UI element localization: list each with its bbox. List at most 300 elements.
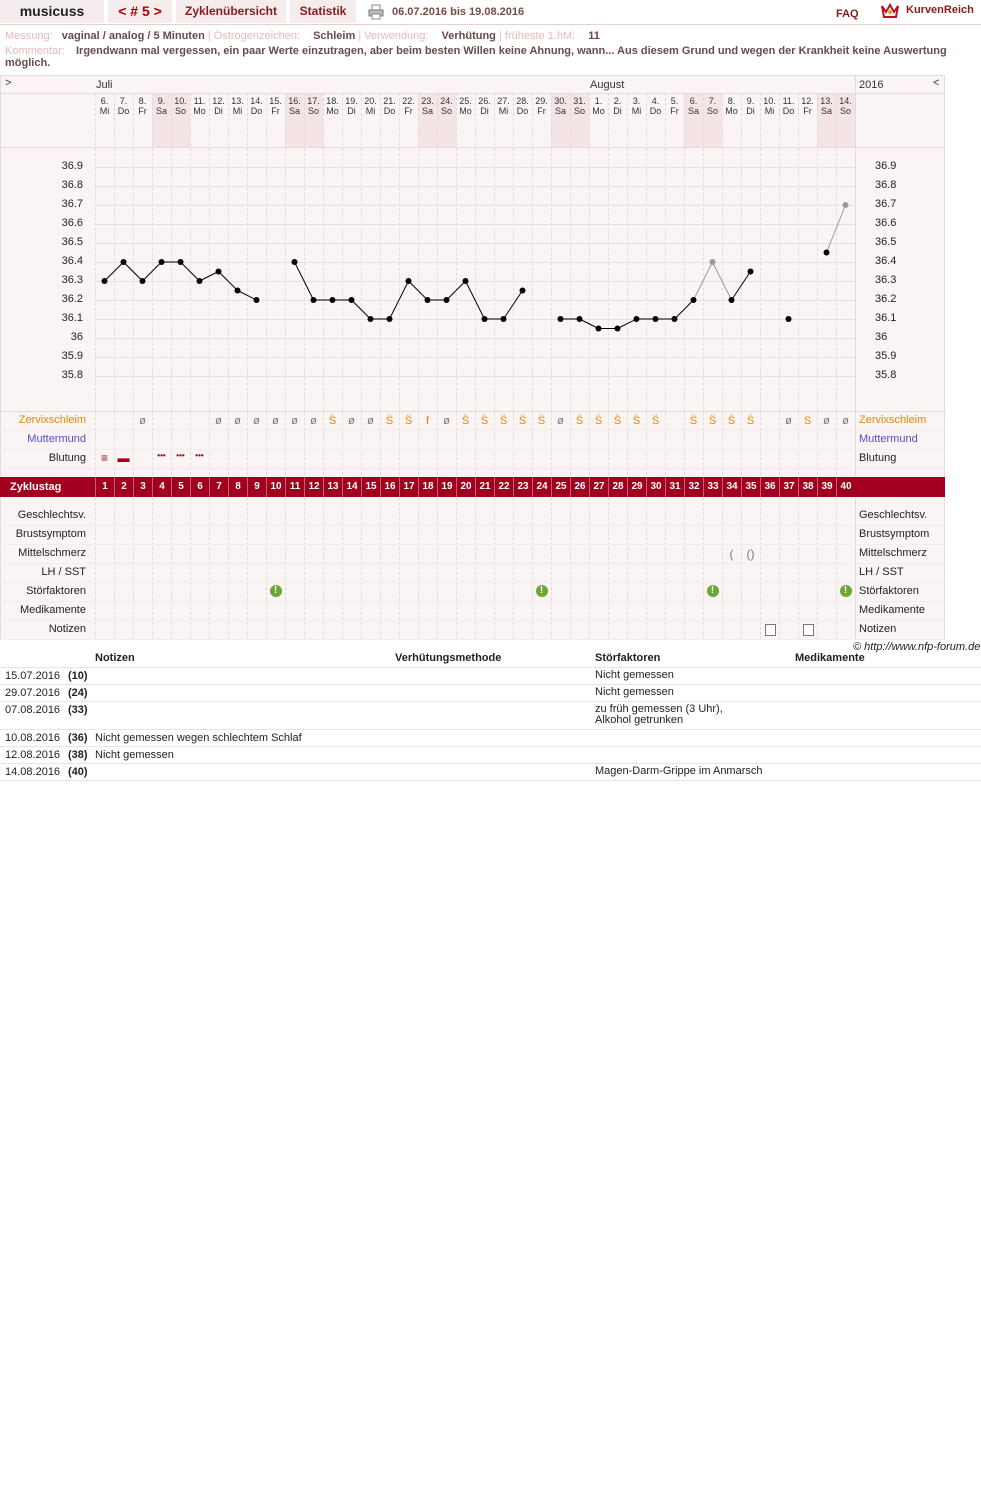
bleeding-symbol[interactable]: ••• [195,451,204,460]
temperature-point[interactable] [216,269,222,275]
row-divider [0,601,945,602]
temperature-point[interactable] [406,278,412,284]
day-weekday: Mi [365,106,376,116]
cycle-day-number: 31 [665,477,684,497]
y-tick-left: 36.4 [61,255,83,267]
day-weekday: Mi [764,106,775,116]
day-date: 15. [269,96,282,106]
row-label-stoer: Störfaktoren [26,585,86,597]
day-date: 2. [613,96,622,106]
cycle-day-number: 26 [570,477,589,497]
day-weekday: Fr [138,106,147,116]
cycle-day-number: 5 [171,477,190,497]
cervical-mucus-symbol[interactable]: ø [823,415,830,427]
row-divider [0,430,945,431]
faq-link[interactable]: FAQ [836,8,859,20]
notes-cycle-day: (36) [68,732,88,744]
row-label-right-zervix: Zervixschleim [859,414,927,426]
earliest-hm-value: 11 [588,30,600,42]
day-weekday: Mi [232,106,243,116]
day-weekday: So [440,106,452,116]
cycle-day-number: 6 [190,477,209,497]
day-weekday: Mi [631,106,642,116]
day-weekday: Sa [288,106,300,116]
day-weekday: Di [746,106,755,116]
temperature-point[interactable] [425,297,431,303]
bleeding-symbol[interactable]: ≡ [100,451,108,465]
row-divider [0,449,945,450]
temperature-point[interactable] [349,297,355,303]
cervical-mucus-symbol[interactable]: S̈ [575,415,584,427]
notes-date: 14.08.2016 [5,766,61,778]
day-date: 28. [516,96,529,106]
notes-header-disturbances: Störfaktoren [595,652,661,664]
row-divider [0,525,945,526]
day-date: 16. [288,96,301,106]
measurement-label: Messung: [5,30,53,42]
cervical-mucus-symbol[interactable]: S̈ [708,415,717,427]
bleeding-symbol[interactable]: ▬ [117,451,130,465]
temperature-point[interactable] [653,316,659,322]
day-weekday: So [307,106,319,116]
curve-segment [466,281,485,319]
temperature-point[interactable] [501,316,507,322]
printer-icon[interactable] [368,4,384,20]
cycle-day-number: 12 [304,477,323,497]
day-weekday: Do [516,106,529,116]
temperature-point[interactable] [558,316,564,322]
y-tick-left: 36.3 [61,274,83,286]
day-date: 7. [708,96,717,106]
cervical-mucus-symbol[interactable]: S̈ [689,415,698,427]
temperature-point[interactable] [710,259,716,265]
day-date: 10. [763,96,776,106]
day-date: 12. [212,96,225,106]
row-label-gv: Geschlechtsv. [17,509,86,521]
temperature-point[interactable] [672,316,678,322]
day-date: 8. [138,96,147,106]
disturbance-warning-icon[interactable]: ! [536,585,548,597]
cycle-day-number: 14 [342,477,361,497]
y-tick-right: 36.3 [875,274,897,286]
day-weekday: So [174,106,186,116]
day-date: 26. [478,96,491,106]
cycle-day-number: 19 [437,477,456,497]
day-date: 9. [746,96,755,106]
y-tick-left: 35.9 [61,350,83,362]
temperature-point[interactable] [634,316,640,322]
cycle-day-number: 32 [684,477,703,497]
cervical-mucus-symbol[interactable]: ø [348,415,355,427]
day-date: 3. [632,96,641,106]
y-tick-right: 36.9 [875,160,897,172]
y-tick-right: 36.5 [875,236,897,248]
grid-line [0,411,945,412]
row-label-blutung: Blutung [48,452,86,464]
notes-row [0,729,981,747]
curve-segment [181,262,200,281]
cervical-mucus-symbol[interactable]: S̈ [613,415,622,427]
curve-segment [219,272,238,291]
disturbance-warning-icon[interactable]: ! [707,585,719,597]
temperature-point[interactable] [330,297,336,303]
cycle-day-number: 30 [646,477,665,497]
y-tick-left: 36.7 [61,198,83,210]
row-label-lh: LH / SST [41,566,86,578]
notes-date: 29.07.2016 [5,687,61,699]
note-icon[interactable] [803,624,814,636]
temperature-point[interactable] [387,316,393,322]
curve-segment [675,300,694,319]
cycle-day-number: 34 [722,477,741,497]
estrogen-value: Schleim [313,30,356,42]
cervical-mucus-symbol[interactable]: S̈ [727,415,736,427]
temperature-point[interactable] [140,278,146,284]
notes-row [0,701,981,730]
notes-disturbance: Nicht gemessen [595,686,674,698]
day-date: 30. [554,96,567,106]
day-date: 11. [193,96,206,106]
curve-segment [694,262,713,300]
day-date: 13. [820,96,833,106]
day-date: 6. [689,96,698,106]
cycle-day-number: 22 [494,477,513,497]
note-icon[interactable] [765,624,776,636]
day-date: 1. [594,96,603,106]
temperature-point[interactable] [197,278,203,284]
cycle-day-number: 33 [703,477,722,497]
temperature-point[interactable] [843,202,849,208]
y-tick-left: 35.8 [61,369,83,381]
day-weekday: Sa [820,106,832,116]
usage-label: Verwendung: [364,30,429,42]
cycle-day-number: 36 [760,477,779,497]
day-weekday: Sa [554,106,566,116]
day-date: 4. [651,96,660,106]
temperature-point[interactable] [444,297,450,303]
cervical-mucus-symbol[interactable]: ø [367,415,374,427]
row-label-right-lh: LH / SST [859,566,904,578]
temperature-point[interactable] [121,259,127,265]
notes-disturbance: Nicht gemessen [595,669,674,681]
cycle-day-number: 3 [133,477,152,497]
nav-prev-arrow[interactable]: > [5,77,12,89]
day-date: 5. [670,96,679,106]
day-weekday: Fr [404,106,413,116]
temperature-point[interactable] [729,297,735,303]
day-date: 18. [326,96,339,106]
curve-segment [713,262,732,300]
day-weekday: Do [250,106,263,116]
y-tick-right: 35.8 [875,369,897,381]
row-label-brust: Brustsymptom [15,528,86,540]
row-divider [0,468,945,469]
day-weekday: Fr [670,106,679,116]
bleeding-symbol[interactable]: ••• [157,451,166,460]
y-tick-right: 36.1 [875,312,897,324]
cervical-mucus-symbol[interactable]: S̈ [404,415,413,427]
cervical-mucus-symbol[interactable]: ø [291,415,298,427]
notes-cycle-day: (24) [68,687,88,699]
cycle-day-number: 40 [836,477,855,497]
row-divider [0,620,945,621]
month-label-july: Juli [96,79,113,91]
day-date: 13. [231,96,244,106]
temperature-point[interactable] [748,269,754,275]
y-tick-left: 36.5 [61,236,83,248]
curve-segment [238,291,257,301]
temperature-point[interactable] [292,259,298,265]
cycle-day-number: 24 [532,477,551,497]
day-date: 27. [497,96,510,106]
cervical-mucus-symbol[interactable]: ø [253,415,260,427]
row-label-right-brust: Brustsymptom [859,528,930,540]
curve-segment [295,262,314,300]
day-weekday: Mo [459,106,472,116]
cervical-mucus-symbol[interactable]: S̈ [461,415,470,427]
temperature-point[interactable] [159,259,165,265]
cycle-day-number: 7 [209,477,228,497]
crown-logo-icon[interactable] [880,2,900,20]
row-divider [0,582,945,583]
notes-disturbance: zu früh gemessen (3 Uhr), Alkohol getrunken [595,703,723,726]
curve-segment [827,205,846,253]
notes-row [0,763,981,781]
comment-value: Irgendwann mal vergessen, ein paar Werte einzutragen, aber beim besten Willen keine Ahnung, wann... Aus diesem Grund und wegen der Krankheit keine Auswertung möglich. [5,45,947,69]
day-date: 21. [383,96,396,106]
day-weekday: Do [649,106,662,116]
cervical-mucus-symbol[interactable]: S̈ [518,415,527,427]
cycle-day-number: 10 [266,477,285,497]
temperature-point[interactable] [102,278,108,284]
day-weekday: Sa [421,106,433,116]
day-weekday: Fr [537,106,546,116]
cycle-day-number: 8 [228,477,247,497]
mittelschmerz-symbol[interactable]: ( [729,547,734,561]
day-weekday: Do [383,106,396,116]
temperature-point[interactable] [235,288,241,294]
bleeding-symbol[interactable]: ••• [176,451,185,460]
y-tick-right: 35.9 [875,350,897,362]
cervical-mucus-symbol[interactable]: S̈ [385,415,394,427]
disturbance-warning-icon[interactable]: ! [270,585,282,597]
notes-date: 10.08.2016 [5,732,61,744]
cervical-mucus-symbol[interactable]: S̈ [328,415,337,427]
cycle-day-number: 27 [589,477,608,497]
day-date: 8. [727,96,736,106]
row-label-muttermund: Muttermund [27,433,86,445]
cervical-mucus-symbol[interactable]: ø [272,415,279,427]
temperature-point[interactable] [691,297,697,303]
cycle-day-number: 35 [741,477,760,497]
day-date: 20. [364,96,377,106]
temperature-point[interactable] [786,316,792,322]
row-label-right-blutung: Blutung [859,452,897,464]
comment-label: Kommentar: [5,45,65,57]
curve-segment [390,281,409,319]
cervical-mucus-symbol[interactable]: S̈ [480,415,489,427]
notes-date: 07.08.2016 [5,704,61,716]
day-date: 19. [345,96,358,106]
y-tick-right: 36.7 [875,198,897,210]
notes-date: 15.07.2016 [5,670,61,682]
row-label-right-muttermund: Muttermund [859,433,918,445]
y-tick-left: 36.9 [61,160,83,172]
temperature-point[interactable] [596,326,602,332]
day-date: 29. [535,96,548,106]
temperature-point[interactable] [311,297,317,303]
curve-segment [143,262,162,281]
day-date: 7. [119,96,128,106]
row-label-mittel: Mittelschmerz [18,547,86,559]
day-weekday: Mi [99,106,110,116]
day-weekday: Mo [592,106,605,116]
day-weekday: So [706,106,718,116]
notes-header-method: Verhütungsmethode [395,652,502,664]
y-tick-right: 36.6 [875,217,897,229]
brand-logo-text[interactable]: KurvenReich [906,4,974,16]
cervical-mucus-symbol[interactable]: S̈ [537,415,546,427]
cycle-day-number: 38 [798,477,817,497]
disturbance-warning-icon[interactable]: ! [840,585,852,597]
day-weekday: Mi [498,106,509,116]
temperature-point[interactable] [577,316,583,322]
cervical-mucus-symbol[interactable]: ø [842,415,849,427]
cervical-mucus-symbol[interactable]: S̈ [651,415,660,427]
temperature-point[interactable] [463,278,469,284]
copyright: © http://www.nfp-forum.de [853,641,981,653]
cycle-day-number: 37 [779,477,798,497]
cervical-mucus-symbol[interactable]: ø [443,415,450,427]
temperature-point[interactable] [520,288,526,294]
cervical-mucus-symbol[interactable]: ø [785,415,792,427]
notes-header-notes: Notizen [95,652,135,664]
cycle-day-number: 2 [114,477,133,497]
day-date: 22. [402,96,415,106]
curve-segment [200,272,219,282]
day-weekday: Di [480,106,489,116]
temperature-point[interactable] [368,316,374,322]
day-date: 10. [174,96,187,106]
cycle-nav[interactable]: < # 5 > [108,0,172,23]
curve-segment [618,319,637,329]
row-label-right-stoer: Störfaktoren [859,585,919,597]
day-date: 11. [782,96,795,106]
user-name[interactable]: musicuss [0,0,104,23]
cycle-day-label: Zyklustag [10,481,62,493]
y-tick-right: 36.4 [875,255,897,267]
cervical-mucus-symbol[interactable]: S̈ [632,415,641,427]
y-tick-right: 36.8 [875,179,897,191]
curve-segment [504,291,523,320]
day-weekday: Di [214,106,223,116]
curve-segment [580,319,599,329]
notes-header-medication: Medikamente [795,652,865,664]
cervical-mucus-symbol[interactable]: S̈ [746,415,755,427]
cervical-mucus-symbol[interactable]: ø [215,415,222,427]
notes-cycle-day: (40) [68,766,88,778]
measurement-value: vaginal / analog / 5 Minuten [61,30,205,42]
cycle-day-number: 28 [608,477,627,497]
day-date: 23. [421,96,434,106]
day-weekday: So [839,106,851,116]
notes-date: 12.08.2016 [5,749,61,761]
day-weekday: Di [347,106,356,116]
temperature-point[interactable] [482,316,488,322]
notes-row [0,667,981,685]
row-label-medi: Medikamente [19,604,86,616]
day-date: 9. [157,96,166,106]
notes-cycle-day: (33) [68,704,88,716]
day-weekday: Do [117,106,130,116]
row-label-right-gv: Geschlechtsv. [859,509,928,521]
cervical-mucus-symbol[interactable]: ø [310,415,317,427]
day-weekday: Mo [193,106,206,116]
tab-cycle-overview[interactable]: Zyklenübersicht [176,0,286,23]
temperature-point[interactable] [178,259,184,265]
day-date: 25. [459,96,472,106]
cycle-day-number: 15 [361,477,380,497]
y-tick-left: 36.1 [61,312,83,324]
day-date: 31. [573,96,586,106]
estrogen-label: Östrogenzeichen: [213,30,300,42]
temperature-point[interactable] [615,326,621,332]
temperature-curve [0,75,945,415]
curve-segment [124,262,143,281]
curve-segment [105,262,124,281]
cervical-mucus-symbol[interactable]: S̈ [499,415,508,427]
day-weekday: Sa [687,106,699,116]
day-weekday: Fr [803,106,812,116]
row-divider [0,639,945,640]
day-weekday: So [573,106,585,116]
temperature-point[interactable] [254,297,260,303]
cervical-mucus-symbol[interactable]: S [803,415,812,427]
row-label-zervix: Zervixschleim [18,414,86,426]
curve-segment [409,281,428,300]
date-range: 06.07.2016 bis 19.08.2016 [392,6,525,18]
cervical-mucus-symbol[interactable]: S̈ [594,415,603,427]
y-tick-right: 36 [875,331,888,343]
y-tick-left: 36 [70,331,83,343]
day-weekday: Mo [725,106,738,116]
mittelschmerz-symbol[interactable]: () [746,547,755,561]
cycle-day-number: 17 [399,477,418,497]
cervical-mucus-symbol[interactable]: ø [234,415,241,427]
day-weekday: Do [782,106,795,116]
cycle-day-number: 9 [247,477,266,497]
day-weekday: Sa [155,106,167,116]
day-date: 12. [801,96,814,106]
year-label: 2016 [859,79,884,91]
cycle-day-number: 21 [475,477,494,497]
day-date: 14. [250,96,263,106]
notes-cycle-day: (38) [68,749,88,761]
meta-line-2 [5,45,981,69]
temperature-point[interactable] [824,250,830,256]
day-date: 14. [839,96,852,106]
cervical-mucus-symbol[interactable]: ø [139,415,146,427]
month-label-august: August [590,79,625,91]
row-label-notizen: Notizen [48,623,86,635]
nav-next-arrow[interactable]: < [933,77,940,89]
cervical-mucus-symbol[interactable]: ø [557,415,564,427]
cervical-mucus-symbol[interactable]: f [425,415,430,427]
row-label-right-mittel: Mittelschmerz [859,547,927,559]
tab-statistics[interactable]: Statistik [290,0,356,23]
earliest-hm-label: früheste 1.hM: [504,30,576,42]
cycle-chart [0,75,945,640]
